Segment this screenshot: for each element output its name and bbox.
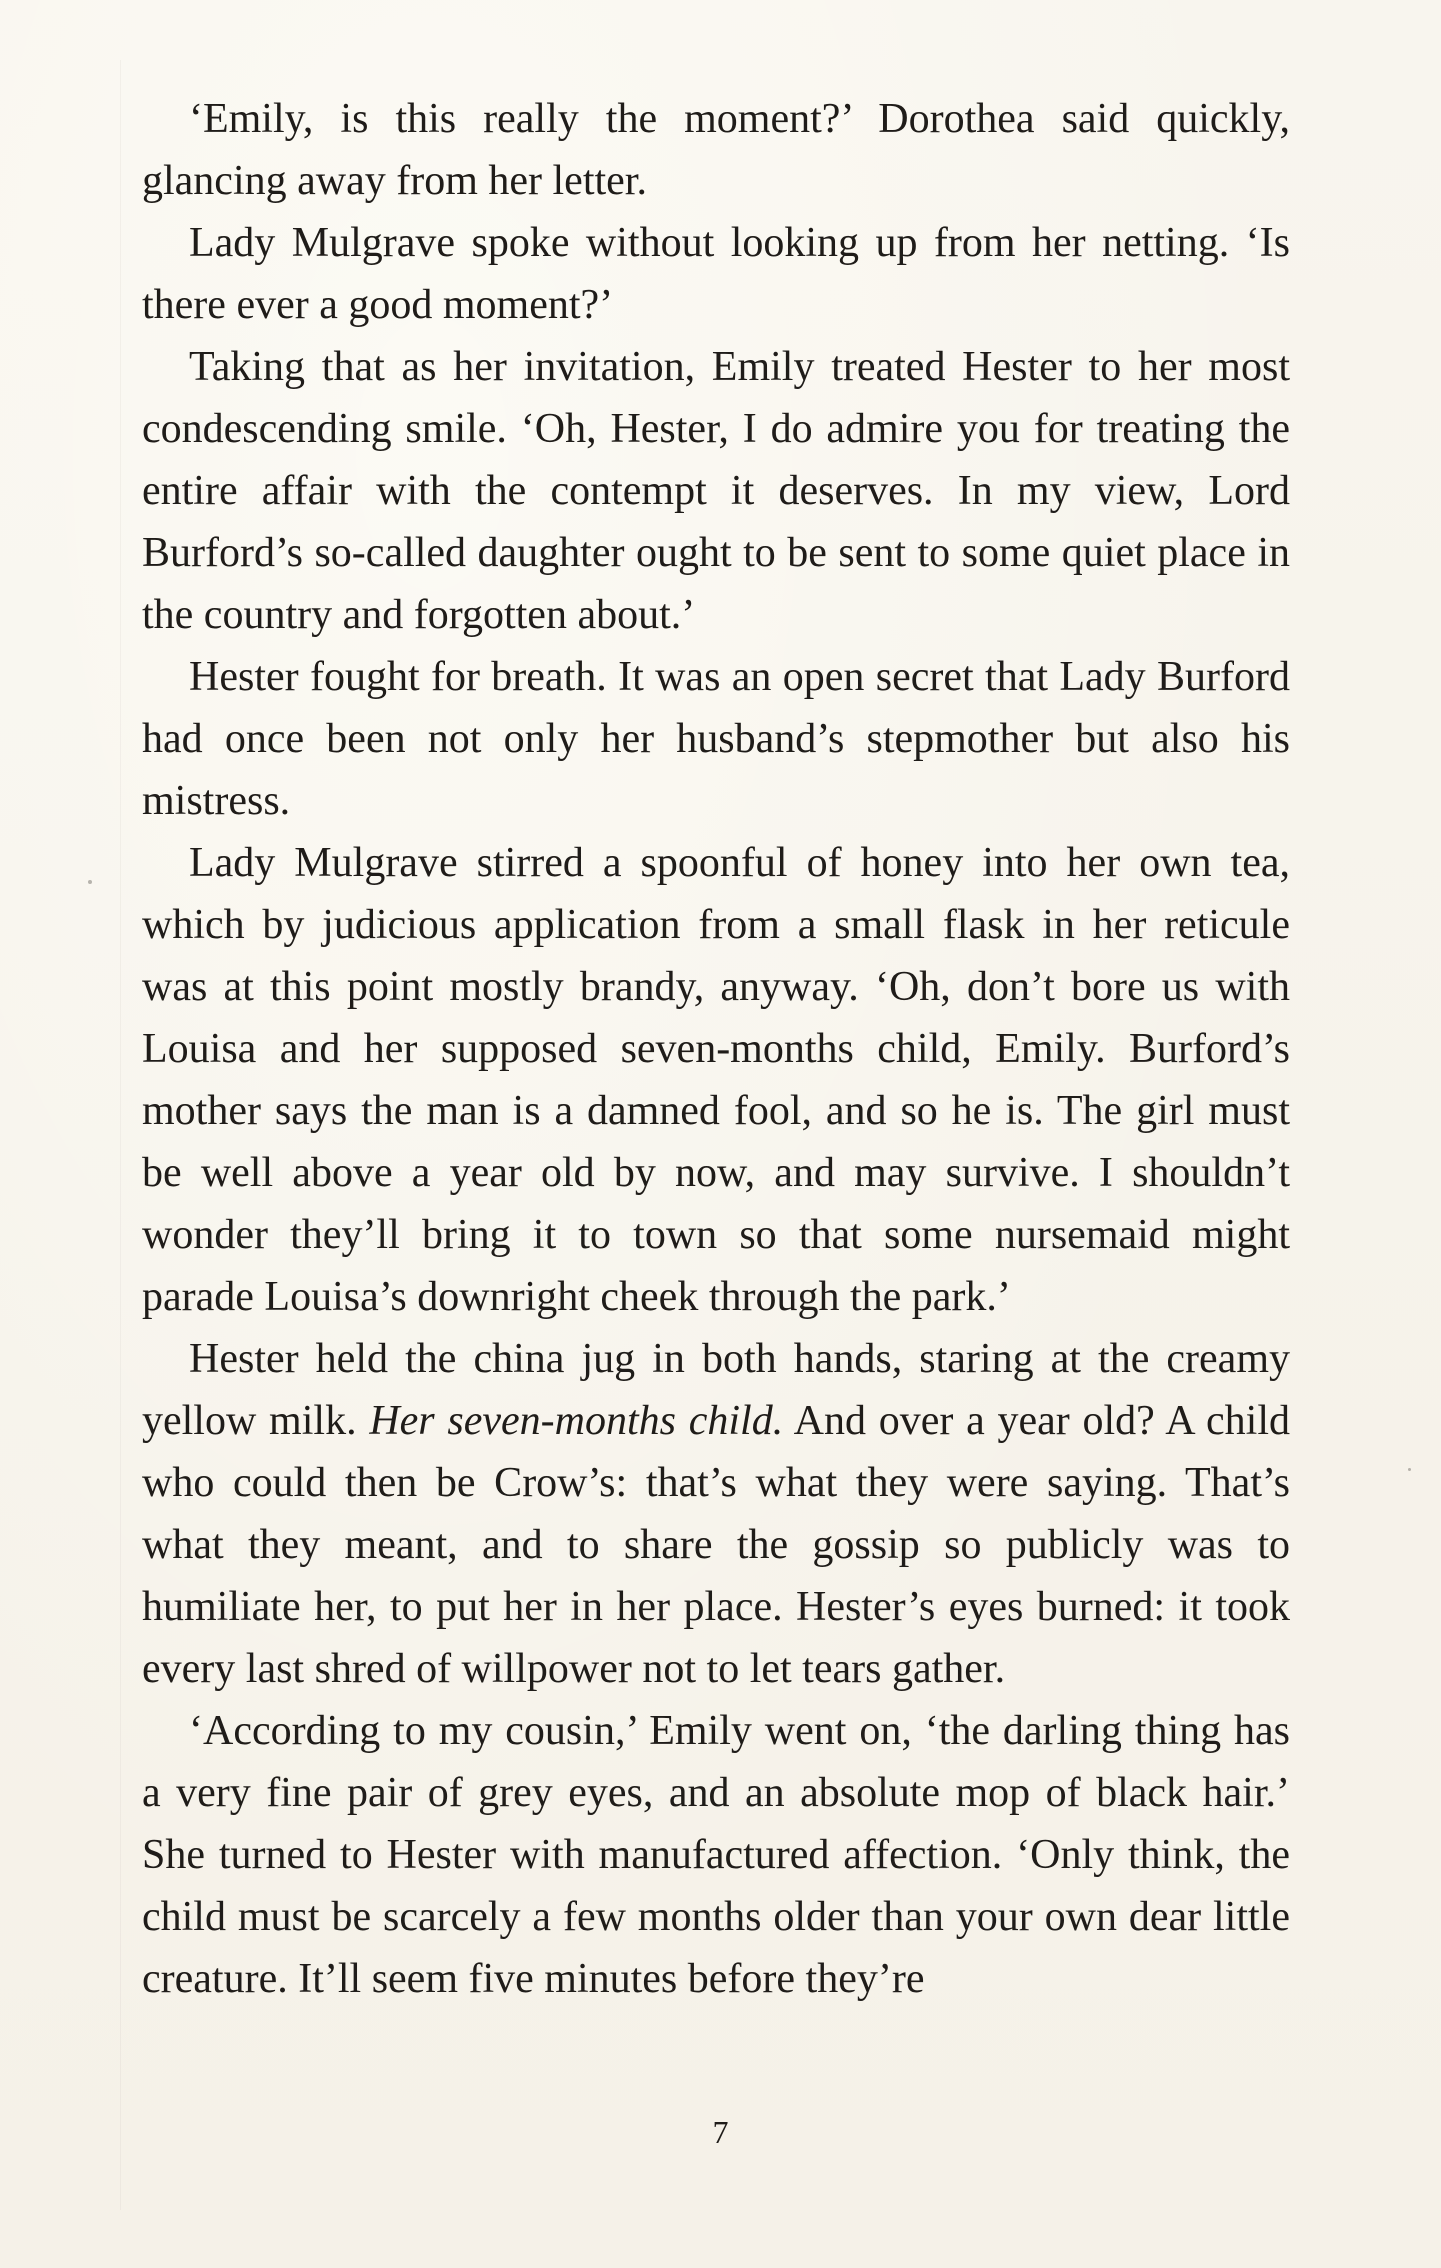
paragraph-1: ‘Emily, is this really the moment?’ Dorothea said quickly, glancing away from her letter. <box>142 96 1290 204</box>
page-number: 7 <box>712 2114 729 2150</box>
paragraph-7: ‘According to my cousin,’ Emily went on, ‘the darling thing has a very fine pair of grey eyes, and an absolute mop of black hair.’ She turned to Hester with manufactured affection. ‘Only think, the child must be scarcely a few months older than your own dear little creature. It’ll seem five minutes before they’re <box>142 1708 1290 2002</box>
paragraph-5: Lady Mulgrave stirred a spoonful of honey into her own tea, which by judicious application from a small flask in her reticule was at this point mostly brandy, anyway. ‘Oh, don’t bore us with Louisa and her supposed seven-months child, Emily. Burford’s mother says the man is a damned fool, and so he is. The girl must be well above a year old by now, and may survive. I shouldn’t wonder they’ll bring it to town so that some nursemaid might parade Louisa’s downright cheek through the park.’ <box>142 840 1290 1320</box>
body-text <box>142 88 1290 2010</box>
paragraph-4: Hester fought for breath. It was an open secret that Lady Burford had once been not only her husband’s stepmother but also his mistress. <box>142 654 1290 824</box>
paragraph-3: Taking that as her invitation, Emily treated Hester to her most condescending smile. ‘Oh, Hester, I do admire you for treating the entire affair with the contempt it deserves. In my view, Lord Burford’s so-called daughter ought to be sent to some quiet place in the country and forgotten about.’ <box>142 344 1290 638</box>
paragraph-6-italic: Her seven-months child. <box>369 1398 784 1444</box>
paragraph-6-after: And over a year old? A child who could then be Crow’s: that’s what they were saying. That’s what they meant, and to share the gossip so publicly was to humiliate her, to put her in her place. Hester’s eyes burned: it took every last shred of willpower not to let tears gather. <box>142 1398 1290 1692</box>
scan-edge-shadow <box>120 60 121 2210</box>
paper-speck <box>88 880 92 884</box>
paper-speck <box>1408 1468 1411 1471</box>
paragraph-2: Lady Mulgrave spoke without looking up from her netting. ‘Is there ever a good moment?’ <box>142 220 1290 328</box>
paragraph-6 <box>142 1328 1290 1700</box>
paragraph-6-before: Hester held the china jug in both hands, staring at the creamy yellow milk. <box>142 1336 1290 1444</box>
